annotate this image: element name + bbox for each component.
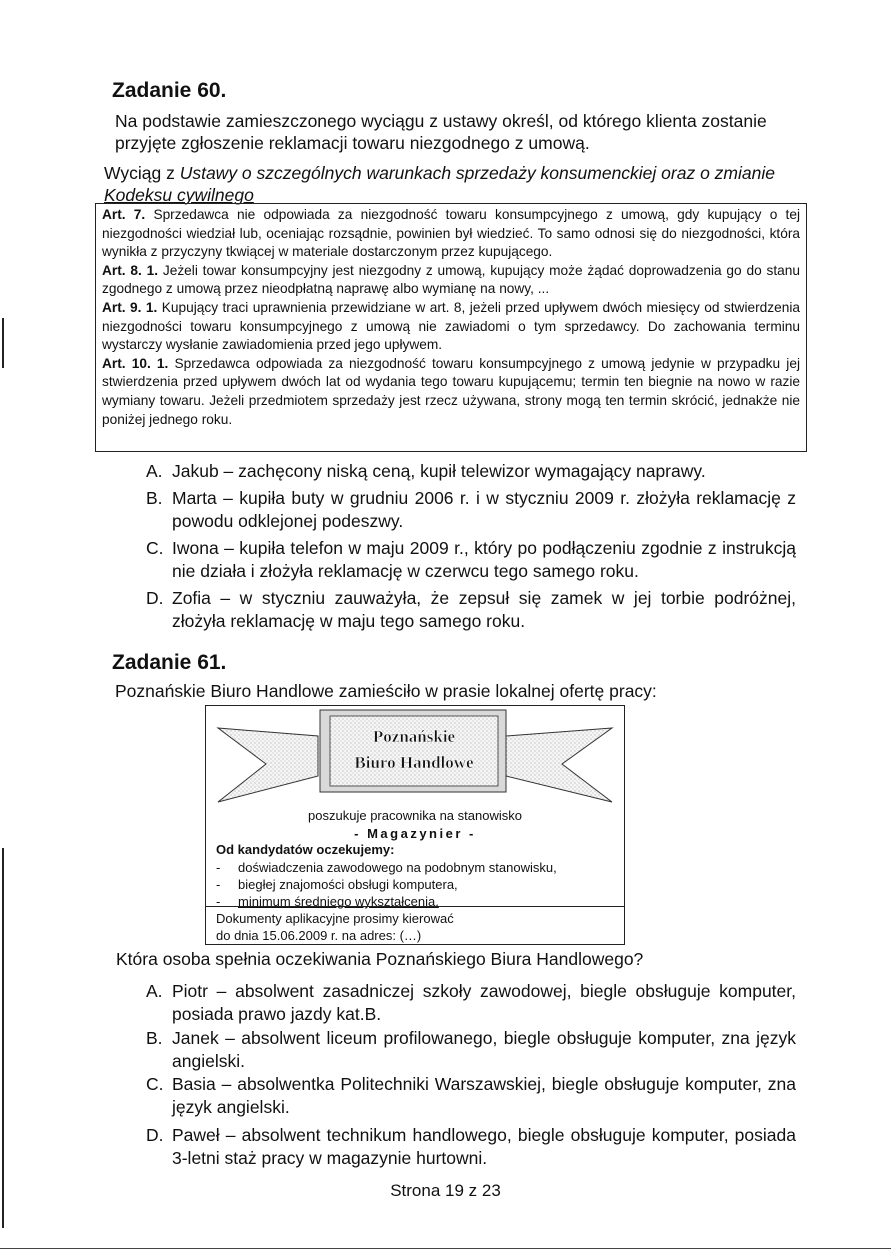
- task-60-option-d[interactable]: [146, 587, 796, 632]
- margin-mark-bottom: [2, 848, 4, 1228]
- option-label: D.: [146, 588, 164, 608]
- ad-requirements-list: [216, 859, 616, 910]
- article-10-text: Sprzedawca odpowiada za niezgodność towaru konsumpcyjnego z umową jedynie w przypadku jej stwierdzenia przed upływem dwóch lat od wydania tego towaru kupującemu; termin ten biegnie na nowo w razie wymiany towaru. Jeżeli przedmiotem sprzedaży jest rzecz używana, strony mogą ten termin skrócić, jednakże nie poniżej jednego roku.: [102, 355, 800, 427]
- extract-prefix: Wyciąg z: [104, 163, 180, 183]
- article-8-label: Art. 8. 1.: [102, 262, 159, 278]
- task-61-option-c[interactable]: [146, 1073, 796, 1118]
- page-number: Strona 19 z 23: [390, 1181, 501, 1200]
- option-text: Basia – absolwentka Politechniki Warszawskiej, biegle obsługuje komputer, zna język angielski.: [172, 1074, 796, 1117]
- ad-banner: [206, 706, 624, 808]
- task-60-option-c[interactable]: [146, 537, 796, 582]
- extract-title-line2: Kodeksu cywilnego: [104, 185, 254, 205]
- option-label: A.: [146, 461, 163, 481]
- article-10: [102, 355, 800, 429]
- task-61-option-d[interactable]: [146, 1124, 796, 1169]
- ad-seeking: poszukuje pracownika na stanowisko: [308, 808, 522, 823]
- task-61-title: Zadanie 61.: [112, 651, 227, 674]
- article-9: [102, 299, 800, 355]
- option-label: B.: [146, 1028, 163, 1048]
- banner-line-1: Poznańskie: [372, 727, 456, 746]
- task-61-option-b[interactable]: [146, 1027, 796, 1072]
- ad-docs-line-2: do dnia 15.06.2009 r. na adres: (…): [216, 928, 422, 943]
- article-9-text: Kupujący traci uprawnienia przewidziane w art. 8, jeżeli przed upływem dwóch miesięcy od stwierdzenia niezgodności towaru konsumpcyjnego z umową nie zawiadomi o tym sprzedawcy. Do zachowania terminu wystarczy wysłanie zawiadomienia przed jego upływem.: [102, 299, 800, 353]
- requirement-item: - biegłej znajomości obsługi komputera,: [216, 877, 458, 892]
- article-9-label: Art. 9. 1.: [102, 299, 158, 315]
- option-label: C.: [146, 1074, 164, 1094]
- banner-right-tail: [506, 728, 612, 802]
- task-61-question: Która osoba spełnia oczekiwania Poznańskiego Biura Handlowego?: [116, 949, 644, 969]
- requirement-text: minimum średniego wykształcenia.: [238, 894, 439, 909]
- article-8: [102, 262, 800, 299]
- option-text: Zofia – w styczniu zauważyła, że zepsuł się zamek w jej torbie podróżnej, złożyła reklamację w maju tego samego roku.: [172, 588, 796, 631]
- option-text: Janek – absolwent liceum profilowanego, biegle obsługuje komputer, zna język angielski.: [172, 1028, 796, 1071]
- option-label: B.: [146, 488, 163, 508]
- option-text: Iwona – kupiła telefon w maju 2009 r., który po podłączeniu zgodnie z instrukcją nie działa i złożyła reklamację w czerwcu tego samego roku.: [172, 538, 796, 581]
- option-text: Marta – kupiła buty w grudniu 2006 r. i w styczniu 2009 r. złożyła reklamację z powodu odklejonej podeszwy.: [172, 488, 796, 531]
- option-label: D.: [146, 1125, 164, 1145]
- article-7: [102, 206, 800, 262]
- extract-title-line1: Ustawy o szczególnych warunkach sprzedaży konsumenckiej oraz o zmianie: [179, 163, 775, 183]
- article-7-label: Art. 7.: [102, 207, 146, 222]
- article-8-text: Jeżeli towar konsumpcyjny jest niezgodny z umową, kupujący może żądać doprowadzenia go do stanu zgodnego z umową przez nieodpłatną naprawę albo wymianę na nowy, ...: [102, 262, 800, 297]
- task-60-intro: Na podstawie zamieszczonego wyciągu z ustawy określ, od którego klienta zostanie przyjęte zgłoszenie reklamacji towaru niezgodnego z umową.: [115, 111, 767, 153]
- article-7-text: Sprzedawca nie odpowiada za niezgodność towaru konsumpcyjnego z umową, gdy kupujący o tej niezgodności wiedział lub, oceniając rozsądnie, powinien był wiedzieć. To samo odnosi się do niezgodności, która wynikła z przyczyny tkwiącej w materiale dostarczonym przez kupującego.: [102, 207, 800, 260]
- article-10-label: Art. 10. 1.: [102, 355, 169, 371]
- requirement-item: - doświadczenia zawodowego na podobnym stanowisku,: [216, 860, 557, 875]
- law-extract-caption: [104, 162, 804, 206]
- task-60-option-a[interactable]: [146, 460, 796, 483]
- margin-mark-top: [2, 318, 4, 368]
- ad-position: - Magazynier -: [354, 826, 476, 841]
- task-60-title: Zadanie 60.: [112, 79, 227, 102]
- task-61-intro: Poznańskie Biuro Handlowe zamieściło w prasie lokalnej ofertę pracy:: [115, 681, 657, 701]
- job-advert: [205, 705, 625, 945]
- option-text: Piotr – absolwent zasadniczej szkoły zawodowej, biegle obsługuje komputer, posiada prawo jazdy kat.B.: [172, 981, 796, 1024]
- requirement-text: biegłej znajomości obsługi komputera,: [238, 877, 458, 892]
- option-label: C.: [146, 538, 164, 558]
- option-text: Jakub – zachęcony niską ceną, kupił telewizor wymagający naprawy.: [172, 461, 706, 481]
- option-label: A.: [146, 981, 163, 1001]
- law-extract-box: [95, 203, 807, 452]
- task-61-option-a[interactable]: [146, 980, 796, 1025]
- option-text: Paweł – absolwent technikum handlowego, biegle obsługuje komputer, posiada 3-letni staż pracy w magazynie hurtowni.: [172, 1125, 796, 1168]
- requirement-item: - minimum średniego wykształcenia.: [216, 894, 439, 909]
- task-60-option-b[interactable]: [146, 487, 796, 532]
- ad-docs-line-1: Dokumenty aplikacyjne prosimy kierować: [216, 911, 454, 926]
- banner-line-2: Biuro Handlowe: [354, 753, 474, 772]
- bottom-rule: [0, 1248, 891, 1249]
- ad-documents-info: [206, 906, 624, 944]
- banner-left-tail: [218, 728, 318, 802]
- requirement-text: doświadczenia zawodowego na podobnym stanowisku,: [238, 860, 557, 875]
- ad-requirements-title: Od kandydatów oczekujemy:: [216, 842, 395, 857]
